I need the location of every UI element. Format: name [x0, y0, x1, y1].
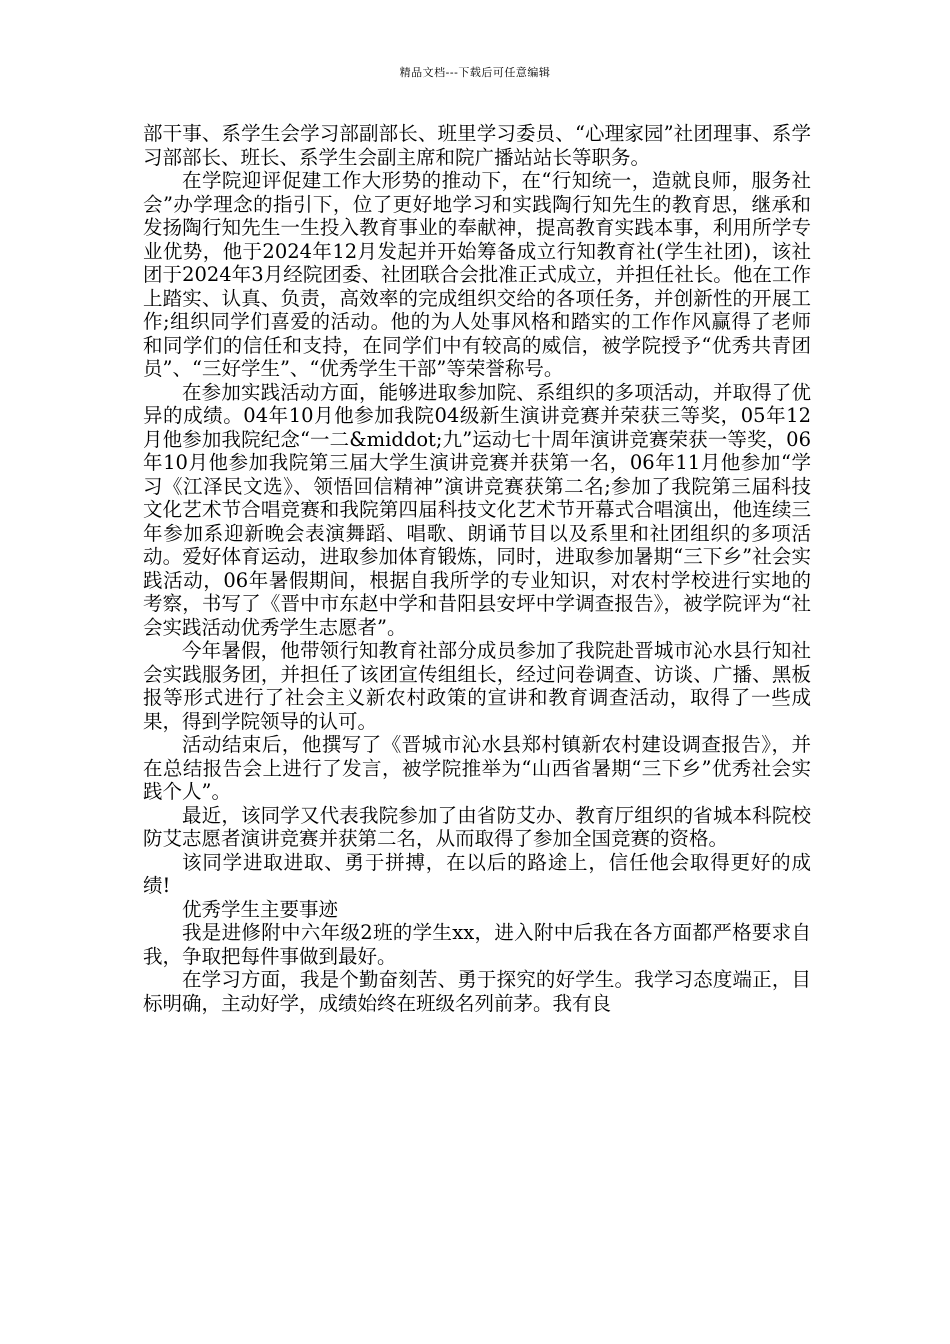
paragraph: 活动结束后，他撰写了《晋城市沁水县郑村镇新农村建设调查报告》，并在总结报告会上进行了发言，被学院推举为“山西省暑期“三下乡”优秀社会实践个人”。 [143, 733, 811, 803]
page-header: 精品文档---下载后可任意编辑 [399, 66, 551, 79]
paragraph: 部干事、系学生会学习部副部长、班里学习委员、“心理家园”社团理事、系学习部部长、班长、系学生会副主席和院广播站站长等职务。 [143, 122, 811, 169]
section-heading: 优秀学生主要事迹 [182, 897, 339, 921]
paragraph: 在学习方面，我是个勤奋刻苦、勇于探究的好学生。我学习态度端正，目标明确，主动好学，成绩始终在班级名列前茅。我有良 [143, 968, 811, 1015]
document-body [143, 122, 811, 1015]
paragraph: 该同学进取进取、勇于拼搏，在以后的路途上，信任他会取得更好的成绩! [143, 850, 811, 897]
paragraph: 最近，该同学又代表我院参加了由省防艾办、教育厅组织的省城本科院校防艾志愿者演讲竞赛并获第二名，从而取得了参加全国竞赛的资格。 [143, 803, 811, 850]
paragraph: 我是进修附中六年级2班的学生xx，进入附中后我在各方面都严格要求自我，争取把每件事做到最好。 [143, 921, 811, 968]
paragraph: 在参加实践活动方面，能够进取参加院、系组织的多项活动，并取得了优异的成绩。04年10月他参加我院04级新生演讲竞赛并荣获三等奖，05年12月他参加我院纪念“一二&middot;九”运动七十周年演讲竞赛荣获一等奖，06年10月他参加我院第三届大学生演讲竞赛并获第一名，06年11月他参加“学习《江泽民文选》、领悟回信精神”演讲竞赛获第二名;参加了我院第三届科技文化艺术节合唱竞赛和我院第四届科技文化艺术节开幕式合唱演出，他连续三年参加系迎新晚会表演舞蹈、唱歌、朗诵节目以及系里和社团组织的多项活动。爱好体育运动，进取参加体育锻炼，同时，进取参加暑期“三下乡”社会实践活动，06年暑假期间，根据自我所学的专业知识，对农村学校进行实地的考察，书写了《晋中市东赵中学和昔阳县安坪中学调查报告》，被学院评为“社会实践活动优秀学生志愿者”。 [143, 380, 811, 639]
paragraph: 今年暑假，他带领行知教育社部分成员参加了我院赴晋城市沁水县行知社会实践服务团，并担任了该团宣传组组长，经过问卷调查、访谈、广播、黑板报等形式进行了社会主义新农村政策的宣讲和教育调查活动，取得了一些成果，得到学院领导的认可。 [143, 639, 811, 733]
paragraph: 在学院迎评促建工作大形势的推动下，在“行知统一，造就良师，服务社会”办学理念的指引下，位了更好地学习和实践陶行知先生的教育思，继承和发扬陶行知先生一生投入教育事业的奉献神，提高教育实践本事，利用所学专业优势，他于2024年12月发起并开始筹备成立行知教育社(学生社团)，该社团于2024年3月经院团委、社团联合会批准正式成立，并担任社长。他在工作上踏实、认真、负责，高效率的完成组织交给的各项任务，并创新性的开展工作;组织同学们喜爱的活动。他的为人处事风格和踏实的工作作风赢得了老师和同学们的信任和支持，在同学们中有较高的威信，被学院授予“优秀共青团员”、“三好学生”、“优秀学生干部”等荣誉称号。 [143, 169, 811, 380]
